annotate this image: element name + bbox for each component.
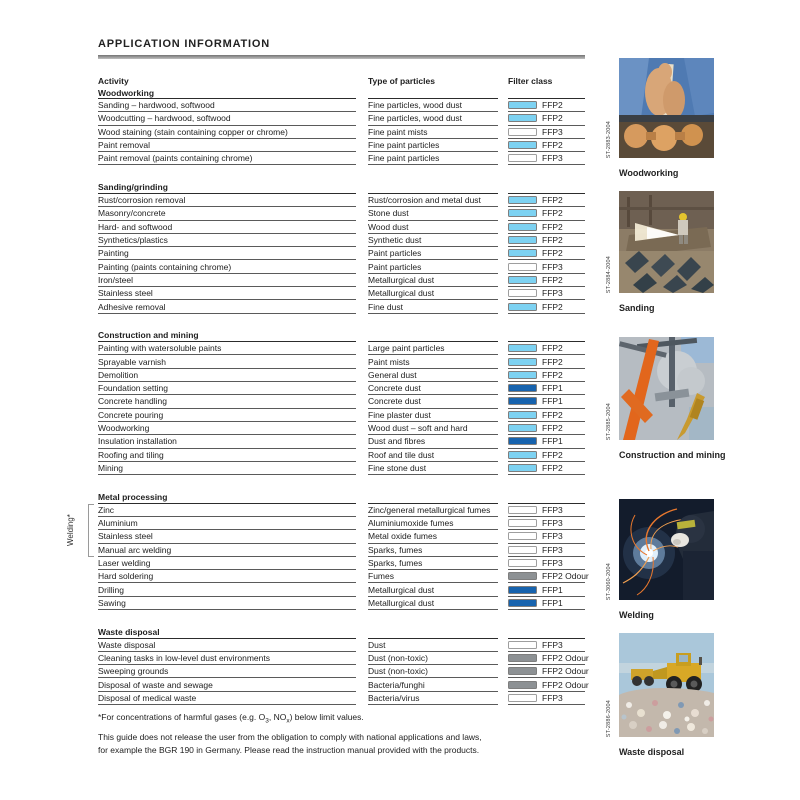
activity-cell: Sprayable varnish bbox=[98, 355, 356, 368]
filter-class-chip bbox=[508, 114, 537, 122]
footnote-text: ) below limit values. bbox=[289, 712, 364, 722]
activity-cell: Aluminium bbox=[98, 517, 356, 530]
table-row bbox=[98, 462, 585, 475]
filter-cell bbox=[508, 678, 589, 691]
filter-class-chip bbox=[508, 667, 537, 675]
activity-cell: Iron/steel bbox=[98, 274, 356, 287]
activity-cell: Rust/corrosion removal bbox=[98, 194, 356, 207]
filter-cell bbox=[508, 665, 589, 678]
activity-cell: Wood staining (stain containing copper or chrome) bbox=[98, 126, 356, 139]
activity-cell: Insulation installation bbox=[98, 435, 356, 448]
filter-class-chip bbox=[508, 681, 537, 689]
sanding-photo-illustration bbox=[619, 191, 714, 293]
column-header-particles-cell bbox=[368, 626, 498, 639]
activity-cell: Adhesive removal bbox=[98, 300, 356, 313]
filter-class-label: FFP2 bbox=[542, 140, 563, 151]
disclaimer bbox=[98, 731, 482, 757]
filter-cell bbox=[508, 126, 585, 139]
filter-class-label: FFP3 bbox=[542, 288, 563, 299]
photo-code: ST-2884-2004 bbox=[606, 255, 612, 293]
filter-class-chip bbox=[508, 276, 537, 284]
filter-class-chip bbox=[508, 546, 537, 554]
table-row bbox=[98, 530, 585, 543]
filter-cell bbox=[508, 449, 585, 462]
filter-cell bbox=[508, 342, 585, 355]
filter-cell bbox=[508, 287, 585, 300]
filter-class-chip bbox=[508, 451, 537, 459]
particles-cell: Fine particles, wood dust bbox=[368, 99, 498, 112]
section-title: Construction and mining bbox=[98, 330, 199, 341]
particles-cell: Metallurgical dust bbox=[368, 287, 498, 300]
disclaimer-line-1: This guide does not release the user from the obligation to comply with national applications and laws, bbox=[98, 732, 482, 742]
activity-cell: Manual arc welding bbox=[98, 544, 356, 557]
section-title: Sanding/grinding bbox=[98, 181, 168, 192]
table-row bbox=[98, 435, 585, 448]
filter-class-chip bbox=[508, 263, 537, 271]
table-row bbox=[98, 583, 585, 596]
filter-cell bbox=[508, 692, 585, 705]
table-row bbox=[98, 570, 589, 583]
filter-class-label: FFP3 bbox=[542, 504, 563, 515]
filter-class-chip bbox=[508, 384, 537, 392]
activity-cell: Concrete pouring bbox=[98, 409, 356, 422]
column-header-filter-cell bbox=[508, 330, 585, 343]
filter-cell bbox=[508, 652, 589, 665]
activity-cell: Hard soldering bbox=[98, 570, 356, 583]
activity-cell: Sweeping grounds bbox=[98, 665, 356, 678]
filter-class-chip bbox=[508, 437, 537, 445]
particles-cell: Sparks, fumes bbox=[368, 544, 498, 557]
table-row bbox=[98, 557, 585, 570]
filter-cell bbox=[508, 234, 585, 247]
filter-class-label: FFP3 bbox=[542, 557, 563, 568]
filter-class-label: FFP2 bbox=[542, 356, 563, 367]
filter-class-chip bbox=[508, 249, 537, 257]
table-row bbox=[98, 274, 585, 287]
filter-class-chip bbox=[508, 128, 537, 136]
filter-class-chip bbox=[508, 236, 537, 244]
activity-cell: Cleaning tasks in low-level dust environments bbox=[98, 652, 356, 665]
particles-cell: Wood dust bbox=[368, 221, 498, 234]
filter-cell bbox=[508, 221, 585, 234]
filter-cell bbox=[508, 583, 585, 596]
activity-cell: Paint removal bbox=[98, 139, 356, 152]
filter-class-chip bbox=[508, 572, 537, 580]
table-section-woodworking bbox=[98, 76, 585, 165]
filter-cell bbox=[508, 112, 585, 125]
particles-cell: Concrete dust bbox=[368, 382, 498, 395]
table-section-sanding-grinding bbox=[98, 181, 585, 313]
filter-class-label: FFP3 bbox=[542, 531, 563, 542]
filter-class-label: FFP3 bbox=[542, 126, 563, 137]
section-title: Metal processing bbox=[98, 491, 168, 502]
photo-sanding bbox=[606, 191, 714, 293]
section-header-row bbox=[98, 330, 585, 343]
activity-cell: Sawing bbox=[98, 597, 356, 610]
particles-cell: Synthetic dust bbox=[368, 234, 498, 247]
table-row bbox=[98, 126, 585, 139]
column-header-filter-cell bbox=[508, 76, 585, 99]
application-table bbox=[98, 76, 589, 705]
photo-block-waste bbox=[606, 633, 739, 757]
table-row bbox=[98, 234, 585, 247]
filter-class-chip bbox=[508, 209, 537, 217]
column-header-filter-cell bbox=[508, 181, 585, 194]
footnote-sub-3: 3 bbox=[265, 717, 269, 725]
table-row bbox=[98, 99, 585, 112]
section-title-cell bbox=[98, 76, 356, 99]
filter-class-label: FFP1 bbox=[542, 383, 563, 394]
table-row bbox=[98, 639, 585, 652]
particles-cell: Fine plaster dust bbox=[368, 409, 498, 422]
particles-cell: Large paint particles bbox=[368, 342, 498, 355]
filter-class-chip bbox=[508, 654, 537, 662]
activity-cell: Roofing and tiling bbox=[98, 449, 356, 462]
filter-class-label: FFP2 bbox=[542, 462, 563, 473]
table-section-metal-processing bbox=[98, 491, 589, 610]
photo-caption: Construction and mining bbox=[619, 450, 726, 460]
filter-cell bbox=[508, 462, 585, 475]
photo-caption: Welding bbox=[619, 610, 654, 620]
filter-class-chip bbox=[508, 344, 537, 352]
filter-class-label: FFP3 bbox=[542, 692, 563, 703]
activity-cell: Foundation setting bbox=[98, 382, 356, 395]
particles-cell: Zinc/general metallurgical fumes bbox=[368, 504, 498, 517]
particles-cell: Metallurgical dust bbox=[368, 583, 498, 596]
table-row bbox=[98, 692, 585, 705]
particles-cell: Fine paint mists bbox=[368, 126, 498, 139]
filter-class-label: FFP2 Odour bbox=[542, 571, 589, 582]
photo-code: ST-3060-2004 bbox=[606, 562, 612, 600]
particles-cell: Fine particles, wood dust bbox=[368, 112, 498, 125]
column-header-particles-cell bbox=[368, 491, 498, 504]
welding-photo-illustration bbox=[619, 499, 714, 600]
filter-class-label: FFP1 bbox=[542, 597, 563, 608]
filter-class-label: FFP1 bbox=[542, 584, 563, 595]
filter-class-label: FFP1 bbox=[542, 436, 563, 447]
section-title-cell bbox=[98, 491, 356, 504]
filter-class-label: FFP2 bbox=[542, 221, 563, 232]
activity-cell: Hard- and softwood bbox=[98, 221, 356, 234]
activity-cell: Stainless steel bbox=[98, 530, 356, 543]
table-row bbox=[98, 369, 585, 382]
activity-cell: Disposal of medical waste bbox=[98, 692, 356, 705]
filter-class-chip bbox=[508, 519, 537, 527]
filter-cell bbox=[508, 300, 585, 313]
footnote-text: *For concentrations of harmful gases (e.g. O bbox=[98, 712, 266, 722]
particles-cell: Bacteria/funghi bbox=[368, 678, 498, 691]
section-title-cell bbox=[98, 181, 356, 194]
table-row bbox=[98, 342, 585, 355]
filter-cell bbox=[508, 597, 585, 610]
photo-block-welding bbox=[606, 499, 739, 620]
filter-class-label: FFP2 bbox=[542, 100, 563, 111]
filter-cell bbox=[508, 557, 585, 570]
filter-cell bbox=[508, 422, 585, 435]
filter-cell bbox=[508, 99, 585, 112]
table-row bbox=[98, 355, 585, 368]
filter-class-label: FFP2 Odour bbox=[542, 652, 589, 663]
filter-cell bbox=[508, 355, 585, 368]
filter-class-chip bbox=[508, 464, 537, 472]
table-row bbox=[98, 152, 585, 165]
filter-class-chip bbox=[508, 289, 537, 297]
particles-cell: Metallurgical dust bbox=[368, 597, 498, 610]
activity-cell: Stainless steel bbox=[98, 287, 356, 300]
column-header-activity: Activity bbox=[98, 76, 129, 86]
filter-class-chip bbox=[508, 641, 537, 649]
table-row bbox=[98, 517, 585, 530]
particles-cell: Metallurgical dust bbox=[368, 274, 498, 287]
filter-class-label: FFP2 bbox=[542, 449, 563, 460]
filter-class-chip bbox=[508, 397, 537, 405]
particles-cell: Fine paint particles bbox=[368, 139, 498, 152]
activity-cell: Drilling bbox=[98, 583, 356, 596]
filter-cell bbox=[508, 409, 585, 422]
table-row bbox=[98, 221, 585, 234]
particles-cell: Fine dust bbox=[368, 300, 498, 313]
filter-class-label: FFP2 bbox=[542, 235, 563, 246]
table-section-construction-and-mining bbox=[98, 330, 585, 475]
filter-class-chip bbox=[508, 424, 537, 432]
activity-cell: Zinc bbox=[98, 504, 356, 517]
table-row bbox=[98, 139, 585, 152]
particles-cell: Dust bbox=[368, 639, 498, 652]
filter-class-label: FFP2 bbox=[542, 274, 563, 285]
filter-class-chip bbox=[508, 223, 537, 231]
column-header-particles-cell bbox=[368, 330, 498, 343]
photo-woodworking bbox=[606, 58, 714, 158]
filter-cell bbox=[508, 382, 585, 395]
particles-cell: Paint mists bbox=[368, 355, 498, 368]
photo-welding bbox=[606, 499, 714, 600]
filter-class-chip bbox=[508, 411, 537, 419]
woodworking-photo-illustration bbox=[619, 58, 714, 158]
filter-cell bbox=[508, 152, 585, 165]
construction-photo-illustration bbox=[619, 337, 714, 440]
table-row bbox=[98, 504, 585, 517]
activity-cell: Mining bbox=[98, 462, 356, 475]
particles-cell: Stone dust bbox=[368, 207, 498, 220]
title-rule bbox=[98, 55, 585, 59]
filter-cell bbox=[508, 260, 585, 273]
filter-class-label: FFP3 bbox=[542, 639, 563, 650]
table-row bbox=[98, 194, 585, 207]
particles-cell: Aluminiumoxide fumes bbox=[368, 517, 498, 530]
filter-class-label: FFP2 bbox=[542, 301, 563, 312]
filter-cell bbox=[508, 395, 585, 408]
section-header-row bbox=[98, 626, 585, 639]
filter-class-chip bbox=[508, 559, 537, 567]
activity-cell: Painting bbox=[98, 247, 356, 260]
section-title: Waste disposal bbox=[98, 626, 160, 637]
photo-caption: Woodworking bbox=[619, 168, 679, 178]
photo-block-sanding bbox=[606, 191, 739, 313]
activity-cell: Synthetics/plastics bbox=[98, 234, 356, 247]
photo-caption: Sanding bbox=[619, 303, 655, 313]
photo-block-construction bbox=[606, 337, 739, 460]
filter-class-chip bbox=[508, 101, 537, 109]
page-header bbox=[98, 38, 585, 59]
particles-cell: Rust/corrosion and metal dust bbox=[368, 194, 498, 207]
particles-cell: General dust bbox=[368, 369, 498, 382]
activity-cell: Disposal of waste and sewage bbox=[98, 678, 356, 691]
section-header-row bbox=[98, 76, 585, 99]
table-row bbox=[98, 409, 585, 422]
table-row bbox=[98, 300, 585, 313]
table-row bbox=[98, 395, 585, 408]
table-row bbox=[98, 597, 585, 610]
photo-caption: Waste disposal bbox=[619, 747, 685, 757]
filter-class-chip bbox=[508, 303, 537, 311]
filter-class-label: FFP2 bbox=[542, 208, 563, 219]
activity-cell: Painting (paints containing chrome) bbox=[98, 260, 356, 273]
filter-class-label: FFP1 bbox=[542, 396, 563, 407]
activity-cell: Painting with watersoluble paints bbox=[98, 342, 356, 355]
filter-class-label: FFP2 bbox=[542, 195, 563, 206]
section-header-row bbox=[98, 181, 585, 194]
filter-class-chip bbox=[508, 506, 537, 514]
filter-cell bbox=[508, 139, 585, 152]
column-header-particles-cell bbox=[368, 181, 498, 194]
filter-class-label: FFP2 Odour bbox=[542, 666, 589, 677]
gas-footnote bbox=[98, 712, 364, 725]
particles-cell: Concrete dust bbox=[368, 395, 498, 408]
page-title: APPLICATION INFORMATION bbox=[98, 38, 270, 50]
filter-class-label: FFP2 bbox=[542, 409, 563, 420]
footnote-sub-x: x bbox=[286, 717, 290, 725]
section-title-cell bbox=[98, 626, 356, 639]
table-row bbox=[98, 544, 585, 557]
photo-code: ST-2886-2004 bbox=[606, 699, 612, 737]
activity-cell: Concrete handling bbox=[98, 395, 356, 408]
table-row bbox=[98, 287, 585, 300]
filter-cell bbox=[508, 504, 585, 517]
activity-cell: Paint removal (paints containing chrome) bbox=[98, 152, 356, 165]
particles-cell: Fine stone dust bbox=[368, 462, 498, 475]
column-header-particles: Type of particles bbox=[368, 76, 435, 86]
filter-cell bbox=[508, 207, 585, 220]
column-header-filter-class: Filter class bbox=[508, 76, 553, 86]
activity-cell: Demolition bbox=[98, 369, 356, 382]
filter-class-chip bbox=[508, 694, 537, 702]
particles-cell: Dust and fibres bbox=[368, 435, 498, 448]
waste-photo-illustration bbox=[619, 633, 714, 737]
table-row bbox=[98, 665, 589, 678]
filter-cell bbox=[508, 194, 585, 207]
table-row bbox=[98, 112, 585, 125]
filter-class-label: FFP3 bbox=[542, 261, 563, 272]
particles-cell: Paint particles bbox=[368, 260, 498, 273]
table-row bbox=[98, 652, 589, 665]
filter-cell bbox=[508, 530, 585, 543]
filter-class-label: FFP3 bbox=[542, 544, 563, 555]
table-row bbox=[98, 260, 585, 273]
activity-cell: Waste disposal bbox=[98, 639, 356, 652]
table-section-waste-disposal bbox=[98, 626, 589, 705]
table-row bbox=[98, 207, 585, 220]
filter-class-chip bbox=[508, 599, 537, 607]
section-header-row bbox=[98, 491, 585, 504]
table-row bbox=[98, 422, 585, 435]
filter-cell bbox=[508, 517, 585, 530]
activity-cell: Masonry/concrete bbox=[98, 207, 356, 220]
particles-cell: Sparks, fumes bbox=[368, 557, 498, 570]
filter-class-chip bbox=[508, 154, 537, 162]
filter-class-label: FFP2 bbox=[542, 113, 563, 124]
welding-side-label: Welding* bbox=[66, 514, 75, 546]
filter-class-label: FFP3 bbox=[542, 153, 563, 164]
column-header-filter-cell bbox=[508, 491, 585, 504]
photo-construction bbox=[606, 337, 714, 440]
particles-cell: Fumes bbox=[368, 570, 498, 583]
disclaimer-line-2: for example the BGR 190 in Germany. Please read the instruction manual provided with the products. bbox=[98, 745, 480, 755]
activity-cell: Laser welding bbox=[98, 557, 356, 570]
filter-class-label: FFP2 bbox=[542, 343, 563, 354]
filter-cell bbox=[508, 274, 585, 287]
welding-bracket bbox=[88, 504, 94, 557]
filter-class-label: FFP2 Odour bbox=[542, 679, 589, 690]
filter-class-label: FFP2 bbox=[542, 423, 563, 434]
filter-class-label: FFP3 bbox=[542, 518, 563, 529]
filter-class-label: FFP2 bbox=[542, 369, 563, 380]
filter-class-chip bbox=[508, 586, 537, 594]
filter-cell bbox=[508, 570, 589, 583]
column-header-particles-cell bbox=[368, 76, 498, 99]
particles-cell: Fine paint particles bbox=[368, 152, 498, 165]
filter-class-chip bbox=[508, 371, 537, 379]
filter-cell bbox=[508, 639, 585, 652]
activity-cell: Sanding – hardwood, softwood bbox=[98, 99, 356, 112]
column-header-filter-cell bbox=[508, 626, 585, 639]
photo-code: ST-2883-2004 bbox=[606, 120, 612, 158]
table-row bbox=[98, 678, 589, 691]
section-title: Woodworking bbox=[98, 88, 155, 98]
filter-cell bbox=[508, 247, 585, 260]
filter-class-chip bbox=[508, 532, 537, 540]
activity-cell: Woodcutting – hardwood, softwood bbox=[98, 112, 356, 125]
photo-waste bbox=[606, 633, 714, 737]
section-title-cell bbox=[98, 330, 356, 343]
filter-class-chip bbox=[508, 196, 537, 204]
table-row bbox=[98, 382, 585, 395]
photo-block-woodworking bbox=[606, 58, 739, 178]
footnote-text: , NO bbox=[268, 712, 287, 722]
particles-cell: Paint particles bbox=[368, 247, 498, 260]
particles-cell: Wood dust – soft and hard bbox=[368, 422, 498, 435]
particles-cell: Metal oxide fumes bbox=[368, 530, 498, 543]
filter-class-chip bbox=[508, 358, 537, 366]
particles-cell: Roof and tile dust bbox=[368, 449, 498, 462]
activity-cell: Woodworking bbox=[98, 422, 356, 435]
particles-cell: Dust (non-toxic) bbox=[368, 652, 498, 665]
particles-cell: Bacteria/virus bbox=[368, 692, 498, 705]
table-row bbox=[98, 247, 585, 260]
photo-code: ST-2885-2004 bbox=[606, 402, 612, 440]
filter-cell bbox=[508, 544, 585, 557]
table-row bbox=[98, 449, 585, 462]
particles-cell: Dust (non-toxic) bbox=[368, 665, 498, 678]
filter-cell bbox=[508, 369, 585, 382]
filter-class-label: FFP2 bbox=[542, 248, 563, 259]
filter-class-chip bbox=[508, 141, 537, 149]
filter-cell bbox=[508, 435, 585, 448]
